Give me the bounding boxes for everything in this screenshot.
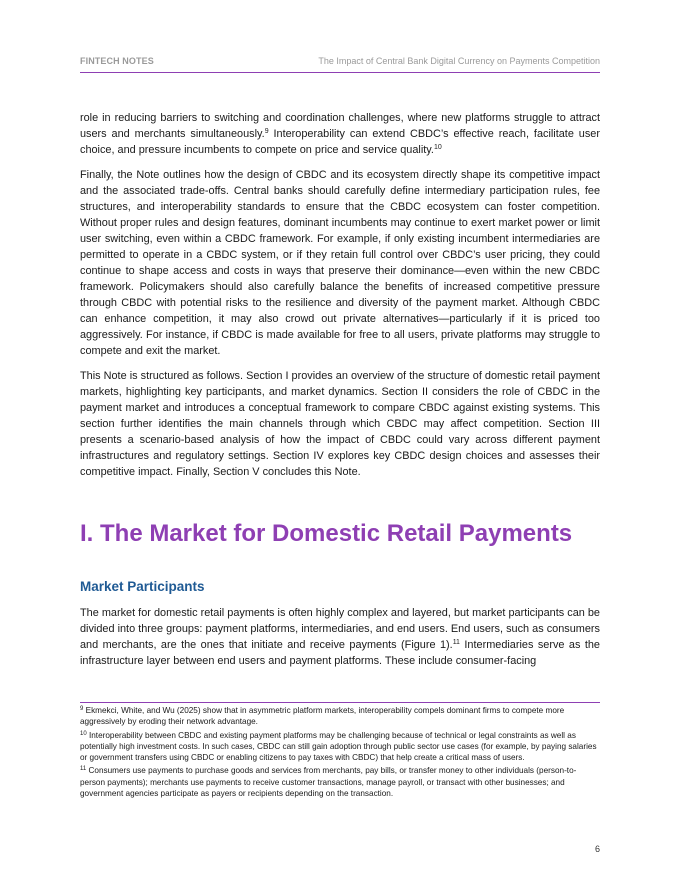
section-heading: I. The Market for Domestic Retail Payments xyxy=(80,520,573,547)
footnote-text: Consumers use payments to purchase goods and services from merchants, pay bills, or transfer money to other individuals (person-to-person payments); merchants use payments to receive customer transactions, manage payroll, or transact with other businesses; and government agencies participate as payers or recipients depending on the transaction. xyxy=(80,766,577,799)
page-number: 6 xyxy=(594,844,600,854)
footnote-number: 10 xyxy=(80,730,87,737)
footnote-text: Ekmekci, White, and Wu (2025) show that in asymmetric platform markets, interoperability compels dominant firms to compete more aggressively by eroding their network advantage. xyxy=(80,706,565,727)
footnote-ref-11[interactable]: 11 xyxy=(452,639,460,646)
footnote-ref-10[interactable]: 10 xyxy=(433,144,442,151)
paragraph-note-structure: This Note is structured as follows. Section I provides an overview of the structure of domestic retail payment markets, highlighting key participants, and market dynamics. Section II considers the role of CBDC in the payment market and introduces a conceptual framework to compare CBDC against existing systems. This section further identifies the main channels through which CBDC may affect competition. Section III presents a scenario-based analysis of how the impact of CBDC could vary across different payment infrastructures and regulatory settings. Section IV explores key CBDC design choices and assesses their competitive impact. Finally, Section V concludes this Note. xyxy=(80,370,600,478)
paragraph-text: Intermediaries serve as the infrastructure layer between end users and payment platforms. These include consumer-facing xyxy=(80,639,600,667)
footnote-number: 9 xyxy=(80,706,84,712)
paragraph-design-tradeoffs: Finally, the Note outlines how the design of CBDC and its ecosystem directly shape its competitive impact and the associated trade-offs. Central banks should carefully define intermediary participation rules, fee structures, and interoperability standards to ensure that the CBDC ecosystem can foster competition. Without proper rules and design features, dominant incumbents may continue to exert market power or limit user switching, even within a CBDC framework. For example, if only existing incumbent intermediaries are permitted to operate in a CBDC system, or if they retain full control over CBDC’s user pricing, they could continue to shape access and costs in ways that preserve their dominance—even within the new CBDC framework. Policymakers should also carefully balance the benefits of increased competitive pressure through CBDC with potential risks to the resilience and diversity of the payment market. Although CBDC can enhance competition, it may also crowd out private alternatives—particularly if it is priced too aggressively. For instance, if CBDC is made available for free to all users, private platforms may struggle to compete and exit the market. xyxy=(80,169,600,357)
subsection-heading: Market Participants xyxy=(80,579,205,594)
footnote-10 xyxy=(80,730,600,764)
footnote-divider xyxy=(80,702,600,703)
intro-text xyxy=(80,110,600,489)
footnotes xyxy=(80,705,600,801)
paragraph-text: Interoperability can extend CBDC’s effective reach, facilitate user choice, and pressure incumbents to compete on price and service quality. xyxy=(80,128,600,156)
footnote-ref-9[interactable]: 9 xyxy=(264,128,269,135)
paragraph-market-participants xyxy=(80,605,600,669)
footnote-text: Interoperability between CBDC and existing payment platforms may be challenging because of technical or legal constraints as well as potentially high investment costs. In such cases, CBDC can still gain adoption through public sector use cases (for example, by paying salaries or government transfers using CBDC or enabling citizens to pay taxes with CBDC) that help create a critical mass of users. xyxy=(80,730,597,763)
footnote-number: 11 xyxy=(80,766,87,773)
header-divider xyxy=(80,72,600,73)
document-title: The Impact of Central Bank Digital Currency on Payments Competition xyxy=(318,56,600,66)
paragraph-text: The market for domestic retail payments is often highly complex and layered, but market participants can be divided into three groups: payment platforms, intermediaries, and end users. End users, such as consumers and merchants, are the ones that initiate and receive payments (Figure 1). xyxy=(80,607,600,651)
footnote-9 xyxy=(80,705,600,728)
running-header xyxy=(80,56,600,66)
series-name: FINTECH NOTES xyxy=(80,56,154,66)
paragraph-interoperability xyxy=(80,110,600,158)
paragraph-text: role in reducing barriers to switching and coordination challenges, where new platforms struggle to attract users and merchants simultaneously. xyxy=(80,112,600,140)
footnote-11 xyxy=(80,765,600,799)
